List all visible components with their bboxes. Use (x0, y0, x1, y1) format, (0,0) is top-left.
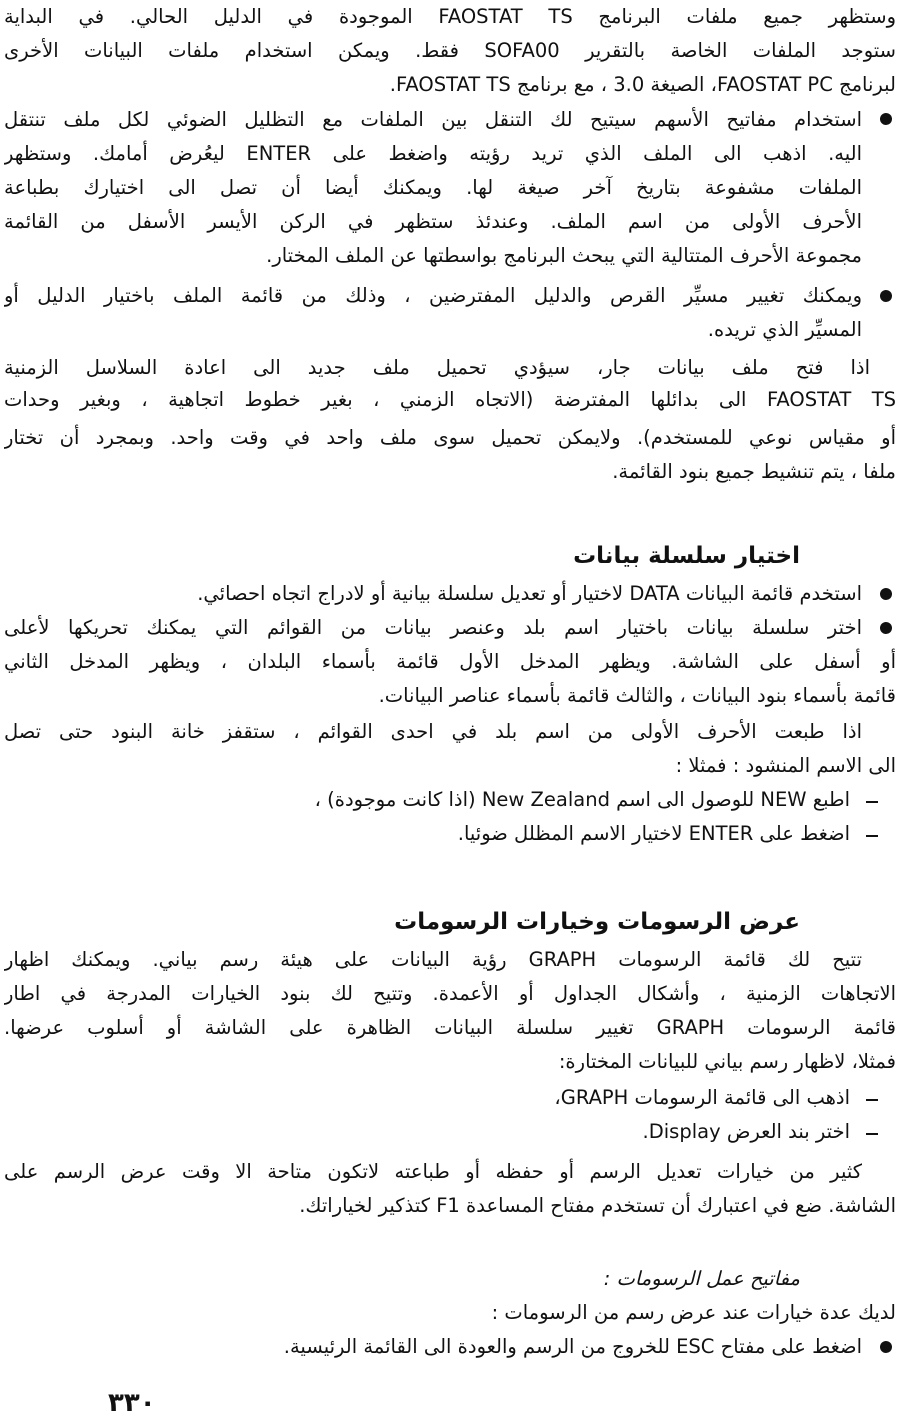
bullet-nav-2-line-2: المسيِّر الذي تريده. (707, 318, 862, 341)
bullet-nav-1-line-5: مجموعة الأحرف المتتالية التي يبحث البرنامج بواسطتها عن الملف المختار. (266, 244, 862, 267)
load-line-2: FAOSTAT TS الى بدائلها المفترضة (الاتجاه الزمني ، بغير خطوط اتجاهية ، وبغير وحدات (4, 388, 896, 411)
bullet-icon (880, 588, 892, 600)
bullet-icon (880, 622, 892, 634)
intro-line-2: ستوجد الملفات الخاصة بالتقرير SOFA00 فقط. ويمكن استخدام ملفات البيانات الأخرى (4, 39, 896, 62)
keys-label: مفاتيح عمل الرسومات : (603, 1267, 800, 1290)
graphs-closing-line-1: كثير من خيارات تعديل الرسم أو حفظه أو طباعته لاتكون متاحة الا وقت عرض الرسم على (4, 1160, 862, 1183)
keys-bullet-1: اضغط على مفتاح ESC للخروج من الرسم والعودة الى القائمة الرئيسية. (283, 1335, 862, 1358)
bullet-icon (880, 290, 892, 302)
load-line-1: اذا فتح ملف بيانات جار، سيؤدي تحميل ملف جديد الى اعادة السلاسل الزمنية (4, 356, 870, 379)
series-dash-2: اضغط على ENTER لاختيار الاسم المظلل ضوئيا. (457, 822, 850, 845)
series-bullet-2-line-2: أو أسفل على الشاشة. ويظهر المدخل الأول قائمة بأسماء البلدان ، ويظهر المدخل الثاني (4, 650, 896, 673)
dash-icon (866, 835, 878, 837)
section-heading-graphs: عرض الرسومات وخيارات الرسومات (394, 909, 800, 935)
bullet-icon (880, 113, 892, 125)
section-heading-series: اختيار سلسلة بيانات (573, 543, 800, 569)
page-number: ٣٣٠ (108, 1388, 156, 1418)
graphs-dash-2: اختر بند العرض Display. (642, 1120, 850, 1143)
dash-icon (866, 1099, 878, 1101)
bullet-nav-1-line-1: استخدام مفاتيح الأسهم سيتيح لك التنقل بين الملفات مع التظليل الضوئي لكل ملف تنتقل (4, 108, 862, 131)
graphs-para-line-2: الاتجاهات الزمنية ، وأشكال الجداول أو الأعمدة. وتتيح لك بنود الخيارات المدرجة في اطار (4, 982, 896, 1005)
intro-line-3: لبرنامج FAOSTAT PC، الصيغة 3.0 ، مع برنامج FAOSTAT TS. (389, 73, 896, 96)
intro-line-1: وستظهر جميع ملفات البرنامج FAOSTAT TS الموجودة في الدليل الحالي. في البداية (4, 5, 896, 28)
keys-intro: لديك عدة خيارات عند عرض رسم من الرسومات : (491, 1301, 896, 1324)
load-line-3: أو مقياس نوعي للمستخدم). ولايمكن تحميل سوى ملف واحد في وقت واحد. وبمجرد أن تختار (4, 426, 896, 449)
series-bullet-1-line-1: استخدم قائمة البيانات DATA لاختيار أو تعديل سلسلة بيانية أو لادراج اتجاه احصائي. (197, 582, 862, 605)
series-tip-line-1: اذا طبعت الأحرف الأولى من اسم بلد في احدى القوائم ، ستقفز خانة البنود حتى تصل (4, 720, 862, 743)
dash-icon (866, 1133, 878, 1135)
bullet-nav-1-line-4: الأحرف الأولى من اسم الملف. وعندئذ ستظهر في الركن الأيسر الأسفل من القائمة (4, 210, 862, 233)
series-bullet-2-line-3: قائمة بأسماء بنود البيانات ، والثالث قائمة بأسماء عناصر البيانات. (378, 684, 896, 707)
graphs-para-line-3: قائمة الرسومات GRAPH تغيير سلسلة البيانات الظاهرة على الشاشة أو أسلوب عرضها. (4, 1016, 896, 1039)
bullet-nav-1-line-3: الملفات مشفوعة بتاريخ آخر صيغة لها. ويمكنك أيضا أن تصل الى اختيارك بطباعة (4, 176, 862, 199)
graphs-dash-1: اذهب الى قائمة الرسومات GRAPH، (554, 1086, 850, 1109)
bullet-icon (880, 1341, 892, 1353)
series-tip-line-2: الى الاسم المنشود : فمثلا : (675, 754, 896, 777)
bullet-nav-1-line-2: اليه. اذهب الى الملف الذي تريد رؤيته واضغط على ENTER ليعُرض أمامك. وستظهر (4, 142, 862, 165)
graphs-para-line-1: تتيح لك قائمة الرسومات GRAPH رؤية البيانات على هيئة رسم بياني. ويمكنك اظهار (4, 948, 862, 971)
load-line-4: ملفا ، يتم تنشيط جميع بنود القائمة. (612, 460, 896, 483)
graphs-closing-line-2: الشاشة. ضع في اعتبارك أن تستخدم مفتاح المساعدة F1 كتذكير لخياراتك. (299, 1194, 896, 1217)
graphs-para-line-4: فمثلا، لاظهار رسم بياني للبيانات المختارة: (558, 1050, 896, 1073)
dash-icon (866, 801, 878, 803)
bullet-nav-2-line-1: ويمكنك تغيير مسيِّر القرص والدليل المفترضين ، وذلك من قائمة الملف باختيار الدليل أو (4, 284, 862, 307)
series-dash-1: اطبع NEW للوصول الى اسم New Zealand (اذا كانت موجودة) ، (314, 788, 850, 811)
series-bullet-2-line-1: اختر سلسلة بيانات باختيار اسم بلد وعنصر بيانات من القوائم التي يمكنك تحريكها لأعلى (4, 616, 862, 639)
